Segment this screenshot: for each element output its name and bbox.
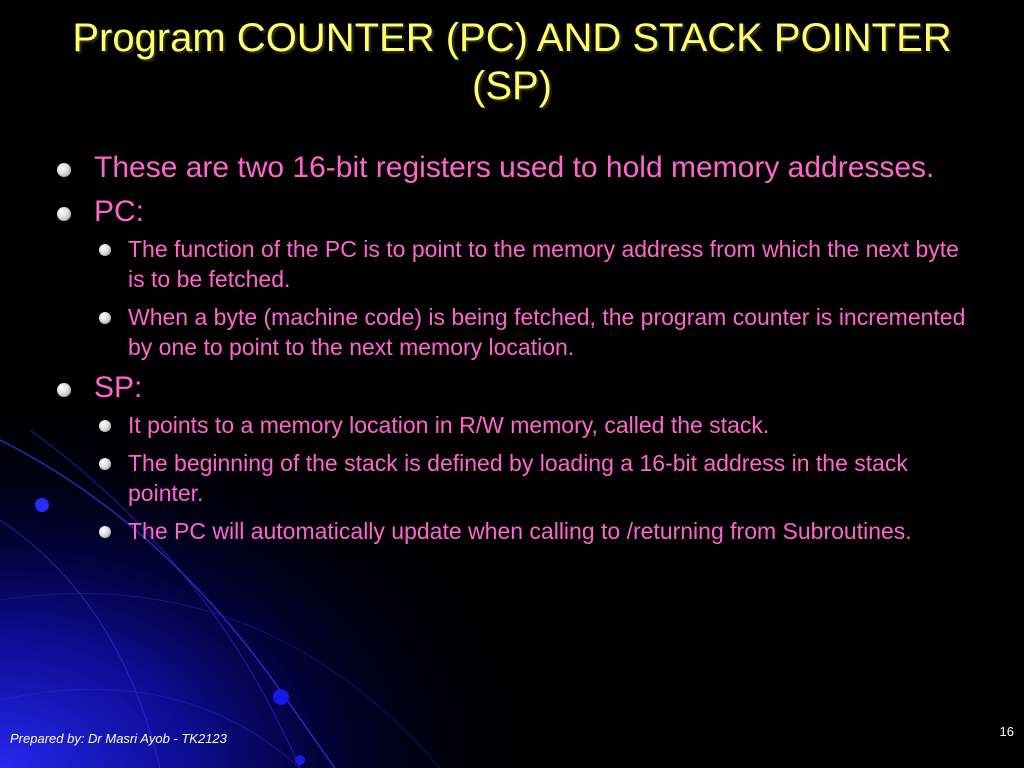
list-item [52, 150, 967, 186]
bullet-icon [99, 526, 111, 538]
sub-bullet-text: It points to a memory location in R/W memory, called the stack. [128, 412, 770, 438]
sub-bullet-text: The function of the PC is to point to the memory address from which the next byte is to be fetched. [128, 236, 959, 292]
bullet-text: SP: [94, 371, 143, 404]
bullet-text: These are two 16-bit registers used to hold memory addresses. [94, 151, 935, 184]
list-item [52, 370, 967, 546]
bullet-text: PC: [94, 195, 145, 228]
sub-bullet-text: The PC will automatically update when calling to /returning from Subroutines. [128, 518, 912, 544]
page-number: 16 [999, 724, 1014, 739]
sub-bullet-list [94, 234, 967, 362]
sub-bullet-list [94, 410, 967, 546]
sub-list-item [44, 448, 967, 508]
sub-list-item [44, 410, 967, 440]
bullet-icon [99, 312, 111, 324]
slide-title: Program COUNTER (PC) AND STACK POINTER (SP) [72, 16, 952, 108]
sub-list-item [44, 302, 967, 362]
list-item [52, 194, 967, 362]
bullet-icon [57, 163, 71, 177]
sub-list-item [44, 516, 967, 546]
bullet-icon [57, 383, 71, 397]
bullet-icon [99, 244, 111, 256]
sub-bullet-text: The beginning of the stack is defined by loading a 16-bit address in the stack pointer. [128, 450, 908, 506]
bullet-list [52, 150, 967, 546]
bullet-icon [57, 207, 71, 221]
sub-bullet-text: When a byte (machine code) is being fetched, the program counter is incremented by one to point to the next memory location. [128, 304, 966, 360]
sub-list-item [44, 234, 967, 294]
bullet-icon [99, 420, 111, 432]
footer-credit: Prepared by: Dr Masri Ayob - TK2123 [10, 731, 227, 746]
bullet-icon [99, 458, 111, 470]
slide-body [52, 150, 967, 554]
